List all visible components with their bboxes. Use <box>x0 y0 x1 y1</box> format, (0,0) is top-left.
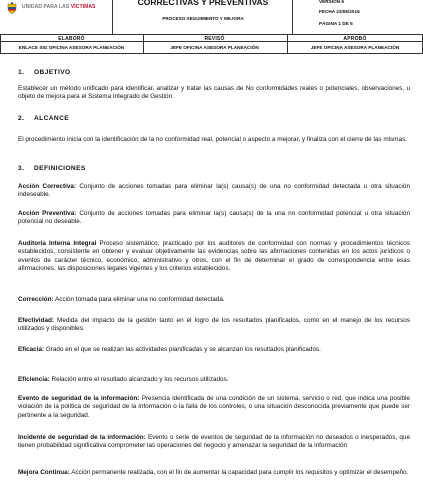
process-name: PROCESO SEGUIMIENTO Y MEJORA <box>162 16 244 21</box>
definition-term: Acción Preventiva: <box>18 210 77 217</box>
section-heading-objetivo <box>18 69 71 77</box>
definition-item <box>18 240 410 274</box>
definition-item <box>18 395 410 420</box>
title-cell <box>113 0 293 34</box>
elaboro-header: ELABORÓ <box>58 35 85 42</box>
section-title: OBJETIVO <box>34 69 71 76</box>
definition-text: Conjunto de acciones tomadas para eliminar la(s) causa(s) de la una no conformidad potencial u otra situación potencial no deseable. <box>18 210 410 226</box>
document-header <box>0 0 423 55</box>
logo-text <box>22 4 96 10</box>
elaboro-value: ENLACE SIG OFICINA ASESORA PLANEACIÓN <box>18 44 125 50</box>
definition-text: Acción permanente realizada, con el fin de aumentar la capacidad para cumplir los requisitos y optimizar el desempeño. <box>69 469 409 476</box>
definition-term: Corrección: <box>18 296 54 303</box>
version-label: VERSIÓN 6 <box>319 0 345 4</box>
logo-text-prefix: UNIDAD PARA LAS <box>22 4 71 10</box>
colombia-coat-of-arms-icon <box>6 2 18 14</box>
section-number: 2. <box>18 115 25 122</box>
definition-item <box>18 183 410 200</box>
alcance-paragraph: El procedimiento inicia con la identificación de la no conformidad real, potencial o aspecto a mejorar, y finaliza con el cierre de las mismas. <box>18 136 407 143</box>
definition-term: Mejora Continua: <box>18 469 70 476</box>
definition-item <box>18 434 410 451</box>
date-label: FECHA 23/06/2016 <box>319 9 360 14</box>
definition-text: Relación entre el resultado alcanzado y los recursos utilizados. <box>49 376 229 383</box>
section-title: DEFINICIONES <box>34 165 86 172</box>
definition-text: Proceso sistemático, practicado por los auditores de conformidad con normas y procedimientos técnicos establecidos, consistente en obtener y evaluar objetivamente las evidencias sobre las afirmaciones contenidas en los actos jurídicos o eventos de carácter técnico, económico, administrativo y otros, con el fin de determinar el grado de correspondencia entre esas afirmaciones, las disposiciones legales vigentes y los criterios establecidos. <box>18 240 410 273</box>
definition-item <box>18 346 410 354</box>
definition-term: Acción Correctiva: <box>18 183 76 190</box>
definition-term: Incidente de seguridad de la información: <box>18 434 146 441</box>
definition-item <box>18 469 410 477</box>
reviso-header: REVISÓ <box>204 35 225 42</box>
document-title: CORRECTIVAS Y PREVENTIVAS <box>137 0 269 7</box>
definition-text: Presencia identificada de una condición de un sistema, servicio o red, que indica una posible violación de la política de seguridad de la información o la falla de los controles, o una situación desconocida previamente que puede ser pertinente a la seguridad. <box>18 395 410 419</box>
section-number: 1. <box>18 69 25 76</box>
section-title: ALCANCE <box>34 115 70 122</box>
logo-cell <box>0 0 113 34</box>
objetivo-paragraph: Establecer un método unificado para identificar, analizar y tratar las causas de No conformidades reales o potenciales, observaciones, u objeto de mejora para el Sistema Integrado de Gestión. <box>18 85 410 101</box>
definition-text: Acción tomada para eliminar una no conformidad detectada. <box>53 296 225 303</box>
definition-term: Evento de seguridad de la información: <box>18 395 140 402</box>
definition-item <box>18 376 410 384</box>
aprobo-header: APROBÓ <box>343 35 367 42</box>
aprobo-value: JEFE OFICINA ASESORA PLANEACIÓN <box>310 44 400 50</box>
definition-item <box>18 210 410 227</box>
definition-text: Grado en el que se realizan las actividades planificadas y se alcanzan los resultados planificados. <box>44 346 321 353</box>
header-divider <box>0 53 423 54</box>
logo-text-brand: VÍCTIMAS <box>70 4 96 10</box>
section-heading-alcance <box>18 115 69 123</box>
definition-term: Eficiencia: <box>18 376 50 383</box>
definition-term: Efectividad: <box>18 317 54 324</box>
definition-item <box>18 296 410 304</box>
definition-text: Medida del impacto de la gestión tanto en el logro de los resultados planificados, como en el manejo de los recursos utilizados y disponibles. <box>18 317 410 333</box>
definition-text: Evento o serie de eventos de seguridad de la información no deseados o inesperados, que tienen probabilidad significativa comprometer las operaciones del negocio y amenazar la seguridad de la información <box>18 434 410 450</box>
definition-term: Auditoría Interna Integral <box>18 240 97 247</box>
section-heading-definiciones <box>18 165 86 173</box>
section-number: 3. <box>18 165 25 172</box>
definition-item <box>18 317 410 334</box>
reviso-value: JEFE OFICINA ASESORA PLANEACIÓN <box>170 44 259 50</box>
definition-term: Eficacia: <box>18 346 45 353</box>
meta-cell <box>293 0 423 34</box>
page-number-label: PÁGINA 1 DE 5 <box>319 21 353 26</box>
definition-text: Conjunto de acciones tomadas para eliminar la(s) causa(s) de una no conformidad detectada u otra situación indeseable. <box>18 183 410 199</box>
